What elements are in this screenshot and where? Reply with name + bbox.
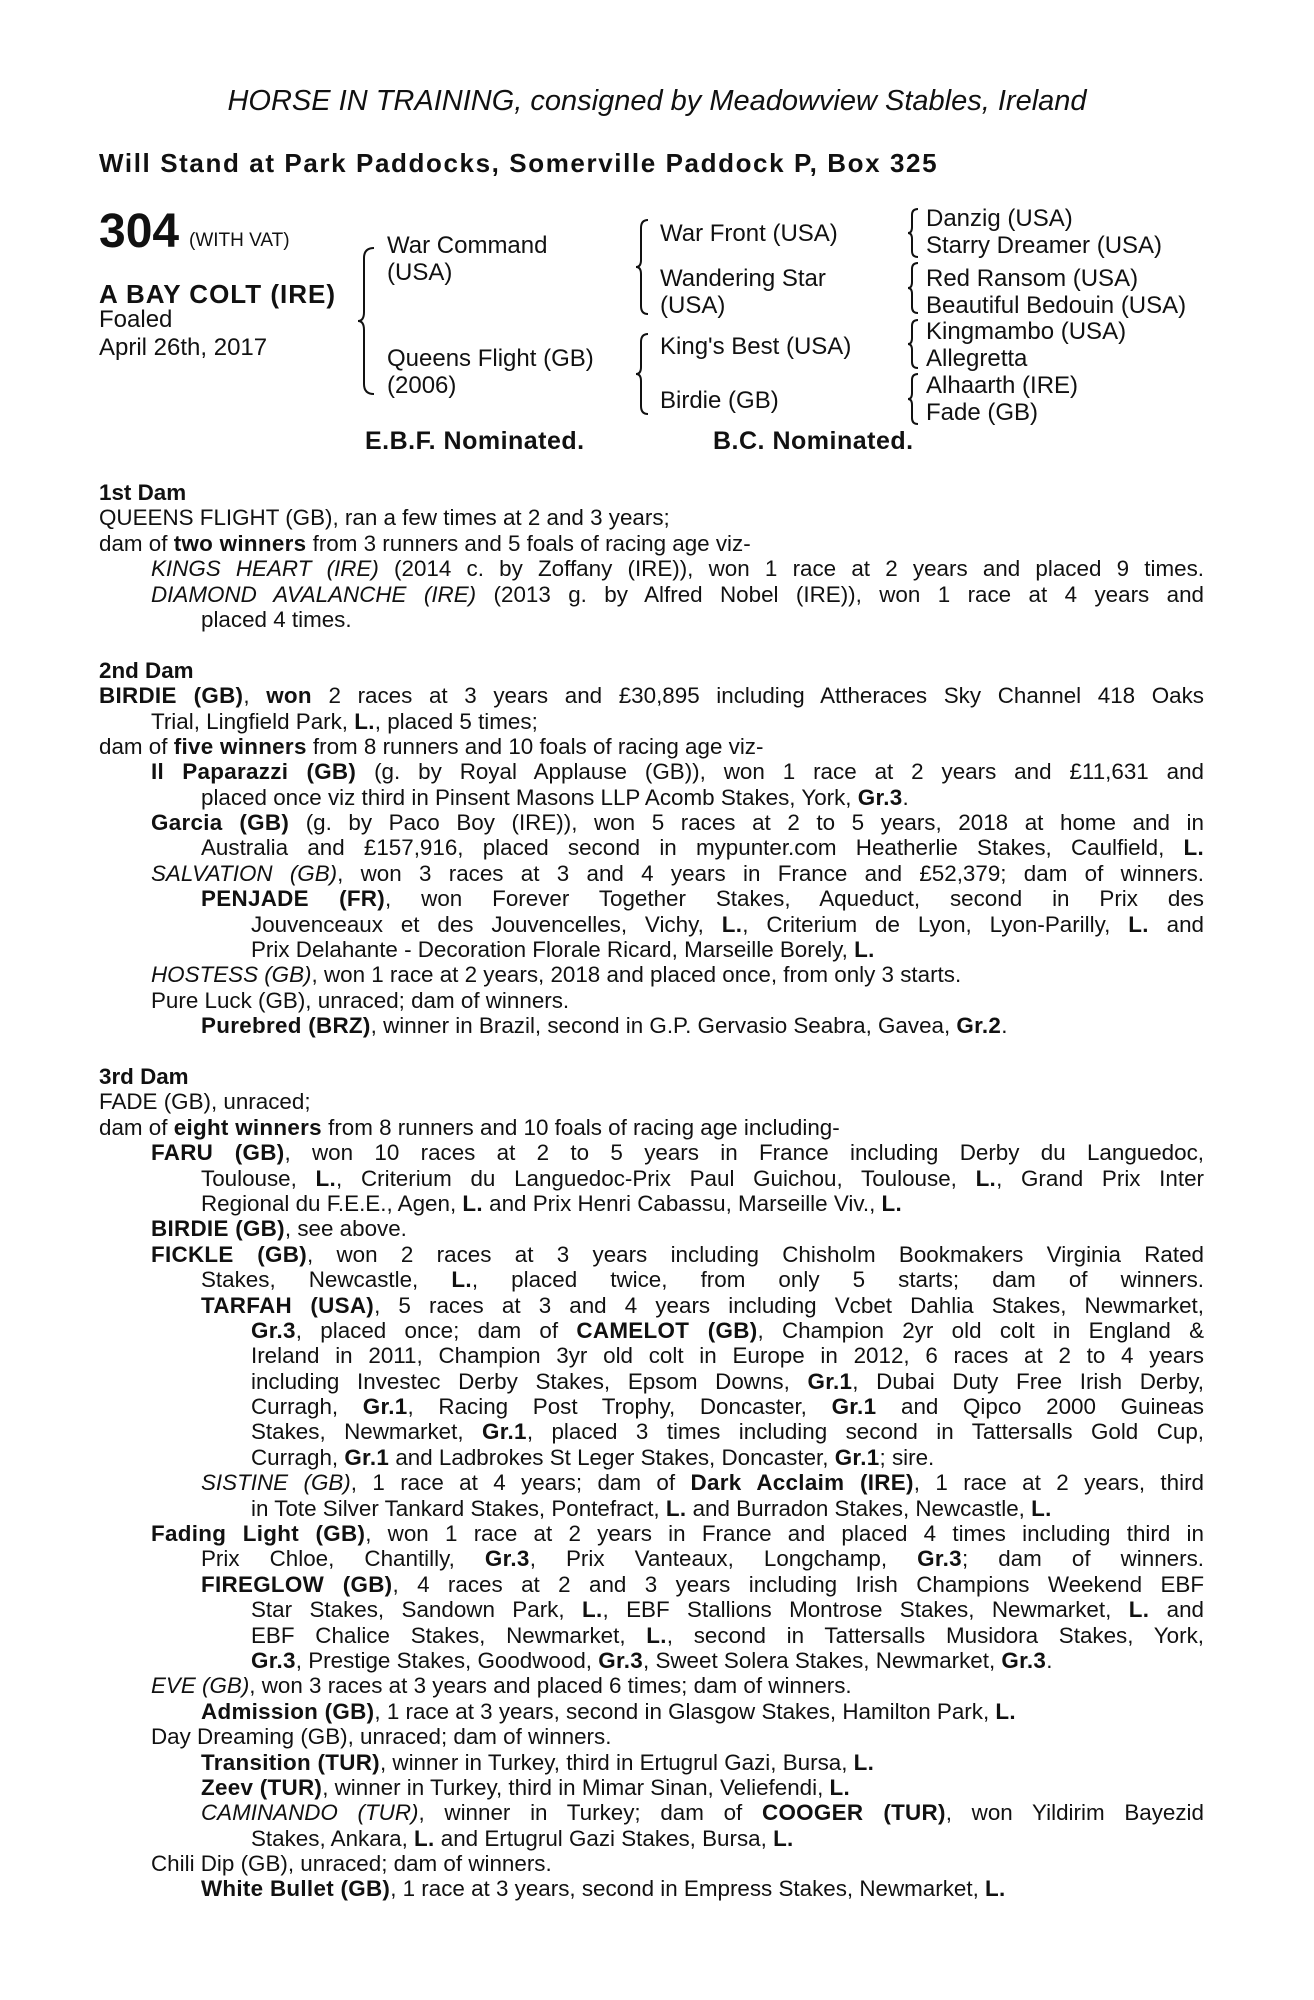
text-line: White Bullet (GB), 1 race at 3 years, second in Empress Stakes, Newmarket, L.: [201, 1876, 1006, 1902]
section-heading: 3rd Dam: [99, 1063, 189, 1089]
text-line: KINGS HEART (IRE) (2014 c. by Zoffany (IRE)), won 1 race at 2 years and placed 9 times.: [151, 556, 1204, 582]
first-dam-section: [99, 505, 1204, 632]
bc-nomination: B.C. Nominated.: [713, 427, 914, 455]
gen3-1: Danzig (USA): [926, 205, 1073, 232]
text-line: Stakes, Newcastle, L., placed twice, from only 5 starts; dam of winners.: [201, 1267, 1204, 1293]
text-line: Regional du F.E.E., Agen, L. and Prix Henri Cabassu, Marseille Viv., L.: [201, 1190, 903, 1216]
text-line: Ireland in 2011, Champion 3yr old colt in Europe in 2012, 6 races at 2 to 4 years: [251, 1343, 1204, 1369]
text-line: SISTINE (GB), 1 race at 4 years; dam of Dark Acclaim (IRE), 1 race at 2 years, third: [201, 1470, 1204, 1496]
text-line: in Tote Silver Tankard Stakes, Pontefract, L. and Burradon Stakes, Newcastle, L.: [251, 1495, 1052, 1521]
gen3-4: Beautiful Bedouin (USA): [926, 292, 1187, 319]
gen3-6: Allegretta: [926, 345, 1028, 372]
stand-location: Will Stand at Park Paddocks, Somerville Paddock P, Box 325: [99, 148, 939, 178]
pedigree-bracket: [906, 207, 922, 259]
text-line: Day Dreaming (GB), unraced; dam of winners.: [151, 1724, 612, 1750]
text-line: Jouvenceaux et des Jouvencelles, Vichy, L., Criterium de Lyon, Lyon-Parilly, L. and: [251, 911, 1204, 937]
gen3-2: Starry Dreamer (USA): [926, 232, 1163, 259]
text-line: Purebred (BRZ), winner in Brazil, second in G.P. Gervasio Seabra, Gavea, Gr.2.: [201, 1013, 1008, 1039]
pedigree-bracket: [634, 332, 652, 416]
text-line: including Investec Derby Stakes, Epsom Downs, Gr.1, Dubai Duty Free Irish Derby,: [251, 1368, 1204, 1394]
text-line: Il Paparazzi (GB) (g. by Royal Applause (GB)), won 1 race at 2 years and £11,631 and: [151, 759, 1205, 785]
sire-origin: (USA): [387, 259, 453, 286]
gen3-7: Alhaarth (IRE): [926, 372, 1079, 399]
text-line: placed once viz third in Pinsent Masons LLP Acomb Stakes, York, Gr.3.: [201, 784, 909, 810]
foaled-label: Foaled: [99, 306, 173, 333]
text-line: TARFAH (USA), 5 races at 3 and 4 years including Vcbet Dahlia Stakes, Newmarket,: [201, 1292, 1204, 1318]
text-line: Gr.3, Prestige Stakes, Goodwood, Gr.3, Sweet Solera Stakes, Newmarket, Gr.3.: [251, 1647, 1053, 1673]
text-line: DIAMOND AVALANCHE (IRE) (2013 g. by Alfred Nobel (IRE)), won 1 race at 4 years and: [151, 581, 1205, 607]
pedigree-notes: [99, 480, 1204, 1902]
text-line: Star Stakes, Sandown Park, L., EBF Stallions Montrose Stakes, Newmarket, L. and: [251, 1597, 1204, 1623]
text-line: Curragh, Gr.1 and Ladbrokes St Leger Stakes, Doncaster, Gr.1; sire.: [251, 1444, 935, 1470]
foaled-date: April 26th, 2017: [99, 334, 268, 361]
text-line: Gr.3, placed once; dam of CAMELOT (GB), Champion 2yr old colt in England &: [251, 1317, 1205, 1343]
text-line: BIRDIE (GB), see above.: [151, 1216, 407, 1242]
dam-dam: Birdie (GB): [660, 387, 779, 414]
text-line: FADE (GB), unraced;: [99, 1089, 311, 1115]
text-line: EVE (GB), won 3 races at 3 years and placed 6 times; dam of winners.: [151, 1673, 852, 1699]
text-line: EBF Chalice Stakes, Newmarket, L., second in Tattersalls Musidora Stakes, York,: [251, 1622, 1204, 1648]
text-line: Australia and £157,916, placed second in mypunter.com Heatherlie Stakes, Caulfield, L.: [201, 835, 1204, 861]
text-line: dam of two winners from 3 runners and 5 foals of racing age viz-: [99, 530, 751, 556]
text-line: QUEENS FLIGHT (GB), ran a few times at 2 and 3 years;: [99, 505, 670, 531]
text-line: Curragh, Gr.1, Racing Post Trophy, Doncaster, Gr.1 and Qipco 2000 Guineas: [251, 1394, 1204, 1420]
text-line: CAMINANDO (TUR), winner in Turkey; dam of COOGER (TUR), won Yildirim Bayezid: [201, 1800, 1204, 1826]
sire-dam-name: Wandering Star: [660, 265, 826, 292]
lot-number: 304: [99, 205, 180, 258]
page-title: HORSE IN TRAINING, consigned by Meadowview Stables, Ireland: [227, 85, 1087, 117]
section-heading: 2nd Dam: [99, 657, 194, 683]
gen3-8: Fade (GB): [926, 399, 1039, 426]
third-dam-section: [99, 1089, 1204, 1902]
pedigree-bracket: [906, 372, 922, 426]
ebf-nomination: E.B.F. Nominated.: [365, 427, 585, 455]
text-line: Prix Chloe, Chantilly, Gr.3, Prix Vanteaux, Longchamp, Gr.3; dam of winners.: [201, 1546, 1204, 1572]
text-line: dam of eight winners from 8 runners and 10 foals of racing age including-: [99, 1114, 840, 1140]
text-line: Trial, Lingfield Park, L., placed 5 times;: [151, 708, 538, 734]
text-line: FICKLE (GB), won 2 races at 3 years including Chisholm Bookmakers Virginia Rated: [151, 1241, 1204, 1267]
dam-origin: (2006): [387, 372, 457, 399]
text-line: Chili Dip (GB), unraced; dam of winners.: [151, 1851, 552, 1877]
text-line: SALVATION (GB), won 3 races at 3 and 4 years in France and £52,379; dam of winners.: [151, 860, 1204, 886]
pedigree-bracket: [906, 318, 922, 370]
text-line: FIREGLOW (GB), 4 races at 2 and 3 years including Irish Champions Weekend EBF: [201, 1571, 1205, 1597]
pedigree-bracket: [634, 218, 652, 316]
vat-note: (WITH VAT): [189, 230, 290, 251]
text-line: Pure Luck (GB), unraced; dam of winners.: [151, 987, 570, 1013]
text-line: placed 4 times.: [201, 606, 352, 632]
pedigree-bracket: [906, 261, 922, 315]
sire-name: War Command: [387, 232, 548, 259]
text-line: Garcia (GB) (g. by Paco Boy (IRE)), won 5 races at 2 to 5 years, 2018 at home and in: [151, 810, 1204, 836]
sire-dam-origin: (USA): [660, 292, 726, 319]
text-line: dam of five winners from 8 runners and 10 foals of racing age viz-: [99, 733, 764, 759]
dam-sire: King's Best (USA): [660, 333, 852, 360]
sire-sire: War Front (USA): [660, 220, 838, 247]
text-line: Admission (GB), 1 race at 3 years, second in Glasgow Stakes, Hamilton Park, L.: [201, 1698, 1016, 1724]
second-dam-section: [99, 683, 1204, 1038]
text-line: FARU (GB), won 10 races at 2 to 5 years in France including Derby du Languedoc,: [151, 1140, 1204, 1166]
pedigree-bracket: [356, 246, 378, 396]
text-line: Toulouse, L., Criterium du Languedoc-Prix Paul Guichou, Toulouse, L., Grand Prix Inter: [201, 1165, 1204, 1191]
text-line: Stakes, Newmarket, Gr.1, placed 3 times including second in Tattersalls Gold Cup,: [251, 1419, 1205, 1445]
text-line: Prix Delahante - Decoration Florale Ricard, Marseille Borely, L.: [251, 937, 875, 963]
text-line: Fading Light (GB), won 1 race at 2 years in France and placed 4 times including third in: [151, 1521, 1204, 1547]
lot-description: A BAY COLT (IRE): [99, 279, 337, 309]
text-line: HOSTESS (GB), won 1 race at 2 years, 2018 and placed once, from only 3 starts.: [151, 962, 962, 988]
text-line: Zeev (TUR), winner in Turkey, third in Mimar Sinan, Veliefendi, L.: [201, 1774, 851, 1800]
gen3-5: Kingmambo (USA): [926, 318, 1127, 345]
gen3-3: Red Ransom (USA): [926, 265, 1139, 292]
text-line: Stakes, Ankara, L. and Ertugrul Gazi Stakes, Bursa, L.: [251, 1825, 794, 1851]
text-line: PENJADE (FR), won Forever Together Stakes, Aqueduct, second in Prix des: [201, 886, 1204, 912]
dam-name: Queens Flight (GB): [387, 345, 594, 372]
text-line: Transition (TUR), winner in Turkey, third in Ertugrul Gazi, Bursa, L.: [201, 1749, 875, 1775]
text-line: BIRDIE (GB), won 2 races at 3 years and £30,895 including Attheraces Sky Channel 418 Oaks: [99, 683, 1204, 709]
section-heading: 1st Dam: [99, 480, 187, 505]
